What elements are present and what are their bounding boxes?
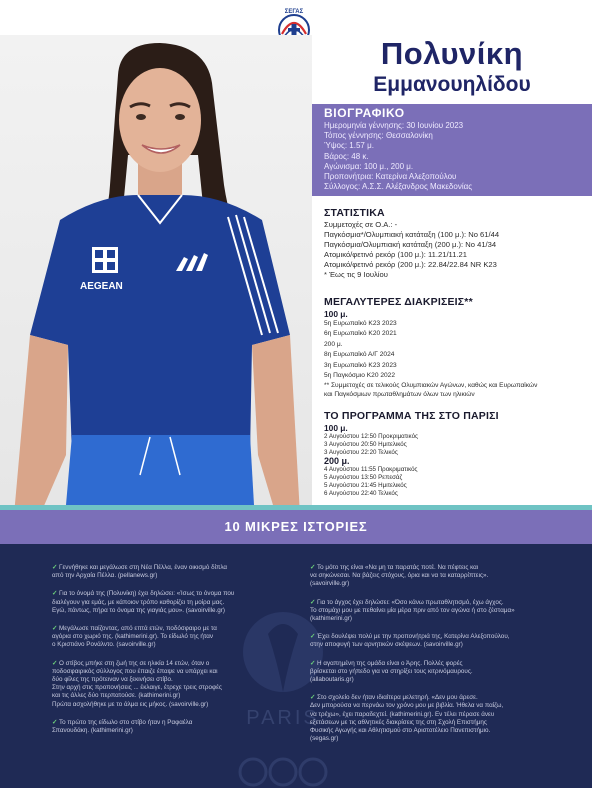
story-text: να σηκώνεσαι. Να βάζεις στόχους, όρια και να τα καταρρίπτεις».	[310, 572, 489, 580]
program-line: 4 Αυγούστου 11:55 Προκριματικός	[324, 466, 418, 474]
story-text: (allaboutaris.gr)	[310, 676, 354, 684]
athlete-photo	[0, 35, 312, 505]
program-line: 6 Αυγούστου 22:40 Τελικός	[324, 489, 398, 497]
story-line	[52, 564, 288, 572]
achievements-note: και Παγκόσμιων πρωταθλημάτων όλων των ηλικιών	[324, 391, 475, 399]
achievement-line: 5η Ευρωπαϊκό Κ23 2023	[324, 320, 397, 327]
program-line: 2 Αυγούστου 12:50 Προκριματικός	[324, 433, 418, 440]
program-event-200m: 200 μ.	[324, 456, 350, 467]
story-text: Το πρώτο της είδωλο στο στίβο ήταν η Ραφαέλα	[59, 718, 193, 726]
achievement-line: 6η Ευρωπαϊκό Κ20 2021	[324, 330, 397, 338]
story-text: Φυσικής Αγωγής και Αθλητισμού στο Αριστοτέλειο Πανεπιστήμιο.	[310, 727, 491, 735]
bio-line: Τόπος γέννησης: Θεσσαλονίκη	[324, 131, 433, 141]
story-item	[52, 625, 288, 650]
bio-line: Αγώνισμα: 100 μ., 200 μ.	[324, 161, 414, 171]
story-line	[52, 599, 288, 607]
paris-program-section	[324, 410, 586, 498]
story-line	[52, 692, 288, 700]
achievements-event-label: 100 μ.	[324, 309, 348, 319]
story-line	[310, 668, 546, 676]
stats-line: Παγκόσμια/Ολυμπιακή κατάταξη (200 μ.): Νο 41/34	[324, 240, 497, 249]
program-line: 5 Αυγούστου 21:45 Ημιτελικός	[324, 481, 407, 489]
story-line	[52, 727, 288, 735]
check-icon: ✓	[310, 694, 318, 702]
story-text: Εγώ, πάντως, πήρα το όνομα της γιαγιάς μου». (savoirville.gr)	[52, 606, 225, 614]
story-text: διαλέγουν για εμάς, με κάποιον τρόπο καθορίζει τη μοίρα μας.	[52, 598, 225, 606]
story-line	[310, 564, 546, 572]
stories-banner: 10 ΜΙΚΡΕΣ ΙΣΤΟΡΙΕΣ	[0, 510, 592, 544]
story-item	[52, 719, 288, 735]
story-item	[310, 633, 546, 649]
story-text: στην αποφυγή των αρνητικών σκέψεων. (savoirville.gr)	[310, 641, 463, 649]
bio-line: Προπονήτρια: Κατερίνα Αλεξοπούλου	[324, 172, 457, 182]
athlete-last-name: Εμμανουηλίδου	[373, 73, 531, 96]
achievement-line: 3η Ευρωπαϊκό Κ23 2023	[324, 361, 397, 369]
story-item	[52, 660, 288, 709]
story-text: να τρέχω», έχει παραδεχτεί. (kathimerini.gr). Εν τέλει πέρασε άνευ	[310, 710, 495, 718]
check-icon: ✓	[52, 718, 60, 726]
story-line	[52, 668, 288, 676]
program-line: 5 Αυγούστου 13:50 Ρεπεσάζ	[324, 474, 403, 482]
bio-line: Ημερομηνία γέννησης: 30 Ιουνίου 2023	[324, 121, 464, 130]
statistics-section	[324, 207, 586, 280]
story-text: ο Κριστιάνο Ρονάλντο. (savoirville.gr)	[52, 641, 156, 649]
story-text: δύο φίλες της πρότειναν να ξεκινήσει στίβο.	[52, 676, 173, 684]
story-text: Στην αρχή στις προπονήσεις ... έκλαιγε, έτρεχε τρεις στροφές	[52, 684, 222, 692]
story-text: (savoirville.gr)	[310, 580, 350, 588]
story-text: Σπανουδάκη. (kathimerini.gr)	[52, 727, 133, 735]
stats-line: * Έως τις 9 Ιουλίου	[324, 270, 388, 279]
story-text: Για το όνομά της (Πολυνίκη) έχει δηλώσει: «Ίσως το όνομα που	[59, 590, 235, 598]
story-item	[310, 599, 546, 624]
story-text: Μεγάλωσε παίζοντας, από επτά ετών, ποδόσφαιρο με τα	[59, 625, 217, 633]
story-text: αγόρια στο χωριό της. (kathimerini.gr). Το είδωλό της ήταν	[52, 633, 214, 641]
story-line	[310, 702, 546, 710]
athlete-first-name: Πολυνίκη	[380, 36, 524, 71]
achievements-section	[324, 296, 586, 399]
story-line	[52, 701, 288, 709]
story-item	[310, 564, 546, 589]
story-text: ποδοσφαιρικός σύλλογος που έπαιζε έπαψε να υπάρχει και	[52, 667, 218, 675]
story-line	[310, 572, 546, 580]
check-icon: ✓	[52, 625, 60, 633]
story-text: Η αγαπημένη της ομάδα είναι ο Άρης. Πολλές φορές	[317, 659, 463, 667]
statistics-title: ΣΤΑΤΙΣΤΙΚΑ	[324, 207, 385, 219]
story-line	[52, 607, 288, 615]
story-text: (segas.gr)	[310, 735, 339, 743]
program-line: 3 Αυγούστου 22:20 Τελικός	[324, 448, 398, 456]
story-line	[52, 572, 288, 580]
story-text: Δεν μπορούσα να περνάω τον χρόνο μου με βιβλία. Ήθελα να παίζω,	[310, 702, 504, 710]
story-text: (kathimerini.gr)	[310, 615, 352, 623]
story-text: Το μότο της είναι «Να μη τα παρατάς ποτέ. Να πέφτεις και	[317, 564, 479, 571]
check-icon: ✓	[310, 564, 318, 571]
achievement-line: 200 μ.	[324, 340, 343, 348]
story-line	[52, 641, 288, 649]
check-icon: ✓	[52, 590, 60, 598]
paris-program-title: ΤΟ ΠΡΟΓΡΑΜΜΑ ΤΗΣ ΣΤΟ ΠΑΡΙΣΙ	[324, 410, 499, 422]
story-line	[310, 711, 546, 719]
story-line	[310, 660, 546, 668]
biography-box	[312, 104, 592, 196]
logo-text: ΣΕΓΑΣ	[284, 9, 304, 15]
story-line	[310, 727, 546, 735]
story-line	[52, 625, 288, 633]
stats-line: Ατομικό/φετινό ρεκόρ (200 μ.): 22.84/22.84 NR K23	[324, 260, 497, 269]
check-icon: ✓	[52, 659, 60, 667]
stories-right-column	[310, 564, 546, 753]
story-line	[52, 660, 288, 668]
story-text: από την Αρχαία Πέλλα. (pellanews.gr)	[52, 572, 158, 580]
achievement-line: 8η Ευρωπαϊκό Α/Γ 2024	[324, 351, 395, 359]
story-text: Γεννήθηκε και μεγάλωσε στη Νέα Πέλλα, έναν οικισμό δίπλα	[59, 564, 228, 571]
story-text: Ο στίβος μπήκε στη ζωή της σε ηλικία 14 ετών, όταν ο	[59, 659, 210, 667]
watermark-text: PARIS	[246, 707, 320, 729]
story-text: Το στομάχι μου με πεθαίνει μία μέρα πριν από τον αγώνα ή στο ζέσταμα»	[310, 606, 515, 614]
story-text: Στο σχολείο δεν ήταν ιδιαίτερα μελετηρή. «Δεν μου άρεσε.	[317, 694, 478, 702]
stories-panel	[0, 544, 592, 788]
story-text: Έχει δουλέψει πολύ με την προπονήτριά της, Κατερίνα Αλεξοπούλου,	[317, 633, 510, 641]
story-text: και τις άλλες δύο περπατούσε. (kathimerini.gr)	[52, 692, 181, 700]
story-item	[52, 564, 288, 580]
stories-left-column	[52, 564, 288, 745]
achievement-line: 5η Παγκόσμιο Κ20 2022	[324, 372, 395, 380]
achievements-title: ΜΕΓΑΛΥΤΕΡΕΣ ΔΙΑΚΡΙΣΕΙΣ**	[324, 296, 473, 308]
bio-line: Σύλλογος: Α.Σ.Σ. Αλέξανδρος Μακεδονίας	[324, 182, 473, 192]
story-line	[310, 607, 546, 615]
biography-title: ΒΙΟΓΡΑΦΙΚΟ	[324, 106, 405, 120]
story-text: Για το άγχος έχει δηλώσει: «Όσο κάνω πρωταθλητισμό, έχω άγχος.	[317, 598, 504, 606]
check-icon: ✓	[310, 633, 318, 641]
stats-line: Παγκόσμια*/Ολυμπιακή κατάταξη (100 μ.): Νο 61/44	[324, 230, 500, 239]
story-text: Πρώτα ασχολήθηκε με το άλμα εις μήκος. (savoirville.gr)	[52, 700, 209, 708]
story-line	[310, 641, 546, 649]
stats-line: Συμμετοχές σε Ο.Α.: -	[324, 220, 398, 229]
bio-line: Ύψος: 1.57 μ.	[324, 141, 374, 151]
check-icon: ✓	[310, 659, 318, 667]
bio-line: Βάρος: 48 κ.	[324, 151, 369, 161]
check-icon: ✓	[52, 564, 60, 571]
achievements-note: ** Συμμετοχές σε τελικούς Ολυμπιακών Αγώνων, καθώς και Ευρωπαϊκών	[324, 382, 538, 390]
story-item	[310, 660, 546, 685]
stats-line: Ατομικό/φετινό ρεκόρ (100 μ.): 11.21/11.21	[324, 250, 467, 259]
story-line	[310, 599, 546, 607]
program-event-100m: 100 μ.	[324, 423, 348, 433]
story-line	[310, 580, 546, 588]
program-line: 3 Αυγούστου 20:50 Ημιτελικός	[324, 440, 407, 448]
story-line	[310, 615, 546, 623]
story-line	[52, 719, 288, 727]
story-item	[310, 694, 546, 743]
check-icon: ✓	[310, 598, 318, 606]
story-item	[52, 590, 288, 615]
story-line	[310, 735, 546, 743]
story-line	[52, 676, 288, 684]
svg-text:AEGEAN: AEGEAN	[80, 281, 123, 292]
story-line	[310, 719, 546, 727]
story-line	[52, 590, 288, 598]
story-text: εξετάσεων με τις αθλητικές διακρίσεις της στη Σχολή Επιστήμης	[310, 718, 487, 726]
story-text: βρίσκεται στο γήπεδο για να στηρίξει τους κιτρινόμαυρους.	[310, 667, 473, 675]
story-line	[310, 676, 546, 684]
